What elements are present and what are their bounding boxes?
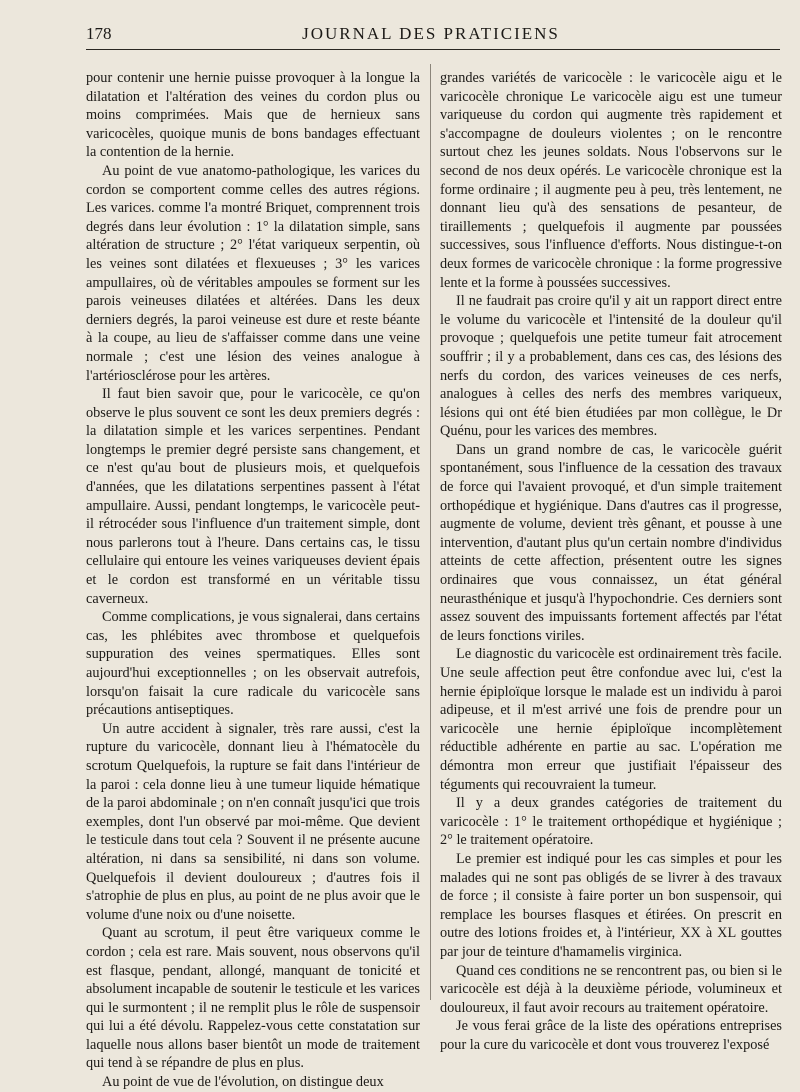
paragraph: Dans un grand nombre de cas, le varicocèle guérit spontanément, sous l'influence de la cessation des travaux de force qui l'avaient provoqué, et d'un simple traitement orthopédique et hygiénique. Dans d'autres cas il progresse, augmente de volume, devient très gênant, et pousse à une intervention, d'autant plus qu'un certain nombre d'individus atteints de cette affection, présentent outre les signes ordinaires que vous connaissez, un état général neurasthénique et jusqu'à l'hypochondrie. Ces derniers sont assez souvent des impuissants fortement affectés par l'état de leurs fonctions viriles. <box>440 441 782 644</box>
paragraph: pour contenir une hernie puisse provoquer à la longue la dilatation et l'altération des veines du cordon plus ou moins comprimées. Mais que de hernieux sans varicocèles, quoique munis de bons bandages effectuant la contention de la hernie. <box>86 70 420 161</box>
paragraph: Au point de vue anatomo-pathologique, les varices du cordon se comportent comme celles des autres régions. Les varices. comme l'a montré Briquet, comprennent trois degrés dans leur évolution : 1° la dilatation simple, sans altération de structure ; 2° l'état variqueux serpentin, où les veines sont dilatées et flexueuses ; 3° les varices ampullaires, où de véritables ampoules se forment sur les parois veineuses dilatées et altérées. Dans les deux derniers degrés, la paroi veineuse est dure et reste béante à la coupe, au lieu de s'affaisser comme dans une veine normale ; c'est une lésion des veines analogue à l'artériosclérose pour les artères. <box>86 162 420 384</box>
paragraph: Au point de vue de l'évolution, on distingue deux <box>102 1074 384 1091</box>
paragraph: Quant au scrotum, il peut être variqueux comme le cordon ; cela est rare. Mais souvent, nous observons qu'il est flasque, pendant, allongé, manquant de tonicité et absolument incapable de soutenir le testicule et les varices qui le surmontent ; il ne remplit plus le rôle de suspensoir qui lui a été dévolu. Rappelez-vous cette constatation sur laquelle nous allons baser bientôt un mode de traitement qui tend à se répandre de plus en plus. <box>86 925 420 1072</box>
right-column <box>440 69 782 1053</box>
paragraph: Comme complications, je vous signalerai, dans certains cas, les phlébites avec thrombose et quelquefois suppuration des veines spermatiques. Elles sont aujourd'hui exceptionnelles ; on les observait autrefois, lorsqu'on faisait la cure radicale du varicocèle sans précautions antiseptiques. <box>86 609 420 719</box>
paragraph: Quand ces conditions ne se rencontrent pas, ou bien si le varicocèle est déjà à la deuxième période, volumineux et douloureux, il faut avoir recours au traitement opératoire. <box>440 962 782 1016</box>
paragraph: Il y a deux grandes catégories de traitement du varicocèle : 1° le traitement orthopédique et hygiénique ; 2° le traitement opératoire. <box>440 795 782 849</box>
paragraph: Le diagnostic du varicocèle est ordinairement très facile. Une seule affection peut être confondue avec lui, c'est la hernie épiploïque lorsque le malade est un individu à paroi adipeuse, et il m'est arrivé une fois de prendre pour un varicocèle une hernie épiploïque incomplètement réductible adhérente en partie au sac. L'opération me démontra mon erreur que justifiait l'épaisseur des téguments qui recouvraient la tumeur. <box>440 646 782 793</box>
paragraph: Je vous ferai grâce de la liste des opérations entreprises pour la cure du varicocèle et dont vous trouverez l'exposé <box>440 1018 782 1053</box>
header-rule <box>86 49 780 50</box>
paragraph: Il faut bien savoir que, pour le varicocèle, ce qu'on observe le plus souvent ce sont les deux premiers degrés : la dilatation simple et les varices serpentines. Pendant longtemps le premier degré persiste sans changement, et ce n'est qu'au bout de plusieurs mois, et quelquefois d'années, que les dilatations serpentines passent à l'état ampullaire. Aussi, pendant longtemps, le varicocèle peut-il rétrocéder sous l'influence d'un traitement simple, dont nous parlerons tout à l'heure. Dans certains cas, le tissu cellulaire qui entoure les veines variqueuses devient épais et le cordon est transformé en un véritable tissu caverneux. <box>86 386 420 607</box>
running-header <box>86 24 776 48</box>
left-column <box>86 69 420 1091</box>
page-number: 178 <box>86 24 112 43</box>
paragraph: Un autre accident à signaler, très rare aussi, c'est la rupture du varicocèle, donnant lieu à l'hématocèle du scrotum Quelquefois, la rupture se fait dans l'intérieur de la paroi : cela donne lieu à une tumeur liquide hématique de la paroi abdominale ; on n'en connaît jusqu'ici que trois exemples, dont l'un observé par moi-même. Que devient le testicule dans tout cela ? Souvent il ne présente aucune altération, ni dans sa sensibilité, ni dans son volume. Quelquefois il devient douloureux ; d'autres fois il s'atrophie de plus en plus, au point de ne plus avoir que le volume d'une noix ou d'une noisette. <box>86 720 420 923</box>
paragraph: Il ne faudrait pas croire qu'il y ait un rapport direct entre le volume du varicocèle et l'intensité de la douleur qu'il provoque ; quelquefois une petite tumeur fait atrocement souffrir ; il y a probablement, dans ces cas, des lésions des nerfs du cordon, des varices veineuses de ces nerfs, analogues à celles des nerfs des membres variqueux, lésions qui ont été bien étudiées par mon collègue, le Dr Quénu, pour les varices des membres. <box>440 293 782 440</box>
paragraph: grandes variétés de varicocèle : le varicocèle aigu et le varicocèle chronique Le varicocèle aigu est une tumeur variqueuse du cordon qui augmente très rapidement et s'accompagne de douleurs violentes ; on le rencontre surtout chez les jeunes soldats. Nous l'observons sur le second de nos deux opérés. Le varicocèle chronique est la forme ordinaire ; il augmente peu à peu, très lentement, ne donnant lieu qu'à des sensations de pesanteur, de tiraillements ; quelquefois il augmente par poussées successives, sous l'influence d'efforts. Nous distingue-t-on deux formes de varicocèle chronique : la forme progressive lente et la forme à poussées successives. <box>440 70 782 291</box>
paragraph: Le premier est indiqué pour les cas simples et pour les malades qui ne sont pas obligés de se livrer à des travaux de force ; il consiste à faire porter un bon suspensoir, qui remplace les bourses flasques et étirées. On prescrit en outre des lotions froides et, à l'intérieur, XX à XL gouttes par jour de teinture d'hamamelis virginica. <box>440 850 782 960</box>
journal-title: JOURNAL DES PRATICIENS <box>302 24 560 43</box>
column-divider <box>430 64 431 1000</box>
